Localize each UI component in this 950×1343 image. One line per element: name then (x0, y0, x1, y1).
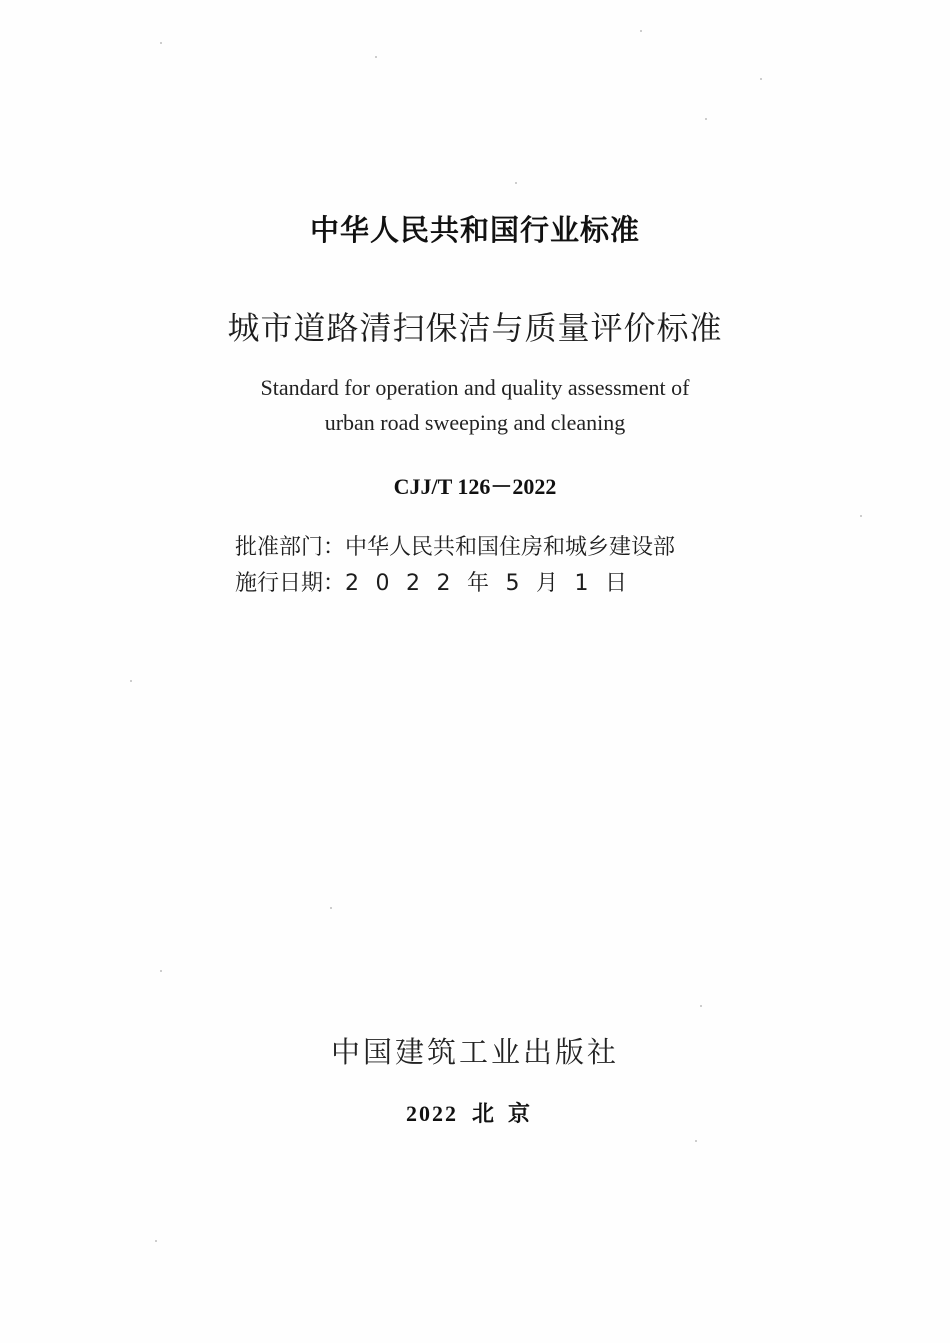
publication-year: 2022 (405, 1101, 458, 1126)
scan-speck (700, 1005, 702, 1007)
scan-speck (160, 970, 162, 972)
scan-speck (375, 56, 377, 58)
effective-date-value: 2022年5月1日 (345, 571, 644, 596)
standard-code: CJJ/T 126－2022 (393, 474, 557, 499)
scan-speck (330, 907, 332, 909)
approval-value: 中华人民共和国住房和城乡建设部 (345, 535, 676, 560)
document-title-cn: 城市道路清扫保洁与质量评价标准 (227, 309, 723, 347)
document-title-en-line1: Standard for operation and quality assessment of (260, 375, 690, 400)
scan-speck (860, 515, 862, 517)
effective-date-row (235, 566, 644, 597)
publication-city: 北京 (471, 1102, 544, 1127)
publisher-name: 中国建筑工业出版社 (330, 1035, 619, 1069)
scan-speck (130, 680, 132, 682)
approval-row (235, 530, 675, 561)
document-title-en-line2: urban road sweeping and cleaning (324, 410, 626, 435)
scan-speck (640, 30, 642, 32)
scan-speck (155, 1240, 157, 1242)
series-title: 中华人民共和国行业标准 (309, 213, 640, 247)
scan-speck (515, 182, 517, 184)
publication-line (0, 1097, 950, 1128)
approval-label: 批准部门： (235, 535, 346, 560)
scan-speck (705, 118, 707, 120)
scan-speck (760, 78, 762, 80)
effective-label: 施行日期： (235, 571, 346, 596)
scan-speck (695, 1140, 697, 1142)
scan-speck (160, 42, 162, 44)
